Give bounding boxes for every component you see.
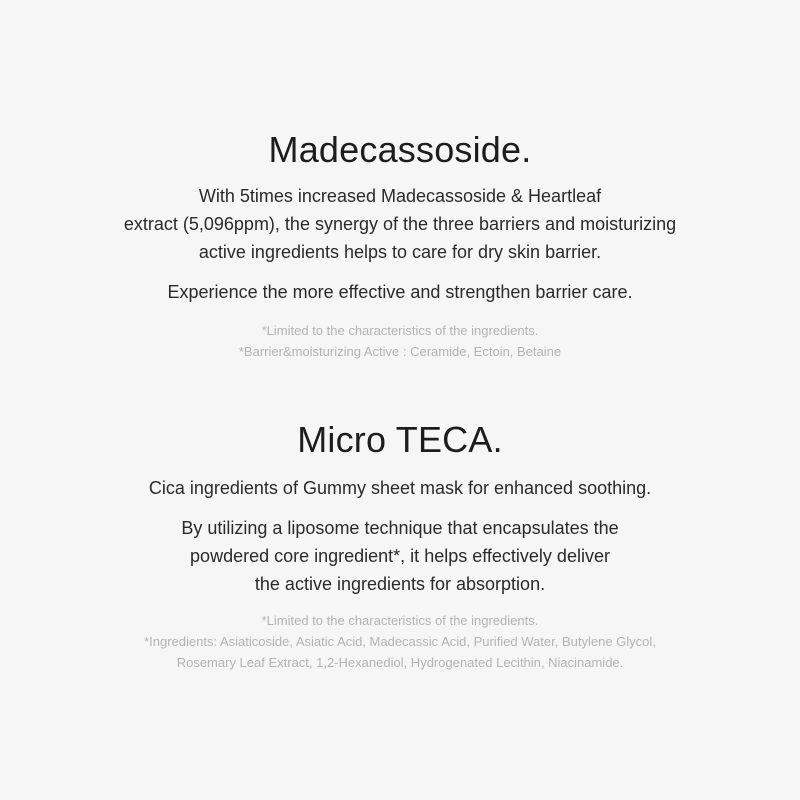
- benefit-line: Experience the more effective and strengthen barrier care.: [167, 282, 633, 302]
- summary-line: Cica ingredients of Gummy sheet mask for enhanced soothing.: [148, 478, 652, 498]
- description-line: By utilizing a liposome technique that encapsulates the: [181, 518, 619, 538]
- footnote-line: *Limited to the characteristics of the ingredients.: [261, 323, 539, 338]
- footnote-line: *Ingredients: Asiaticoside, Asiatic Acid, Madecassic Acid, Purified Water, Butylene Glycol,: [144, 634, 656, 649]
- micro-teca-footnotes: [0, 610, 800, 673]
- madecassoside-footnotes: [0, 320, 800, 362]
- description-line: powdered core ingredient*, it helps effectively deliver: [190, 546, 610, 566]
- micro-teca-summary: [0, 474, 800, 502]
- description-line: With 5times increased Madecassoside & Heartleaf: [198, 186, 602, 206]
- footnote-line: *Limited to the characteristics of the ingredients.: [261, 613, 539, 628]
- madecassoside-description: [0, 182, 800, 266]
- micro-teca-description: [0, 514, 800, 598]
- description-line: active ingredients helps to care for dry skin barrier.: [198, 242, 602, 262]
- micro-teca-title: Micro TECA.: [297, 419, 503, 460]
- micro-teca-section: [0, 418, 800, 673]
- madecassoside-section: [0, 128, 800, 362]
- description-line: the active ingredients for absorption.: [254, 574, 546, 594]
- footnote-line: *Barrier&moisturizing Active : Ceramide, Ectoin, Betaine: [238, 344, 562, 359]
- description-line: extract (5,096ppm), the synergy of the three barriers and moisturizing: [123, 214, 677, 234]
- footnote-line: Rosemary Leaf Extract, 1,2-Hexanediol, Hydrogenated Lecithin, Niacinamide.: [176, 655, 624, 670]
- madecassoside-title: Madecassoside.: [268, 129, 532, 170]
- madecassoside-benefit: [0, 278, 800, 306]
